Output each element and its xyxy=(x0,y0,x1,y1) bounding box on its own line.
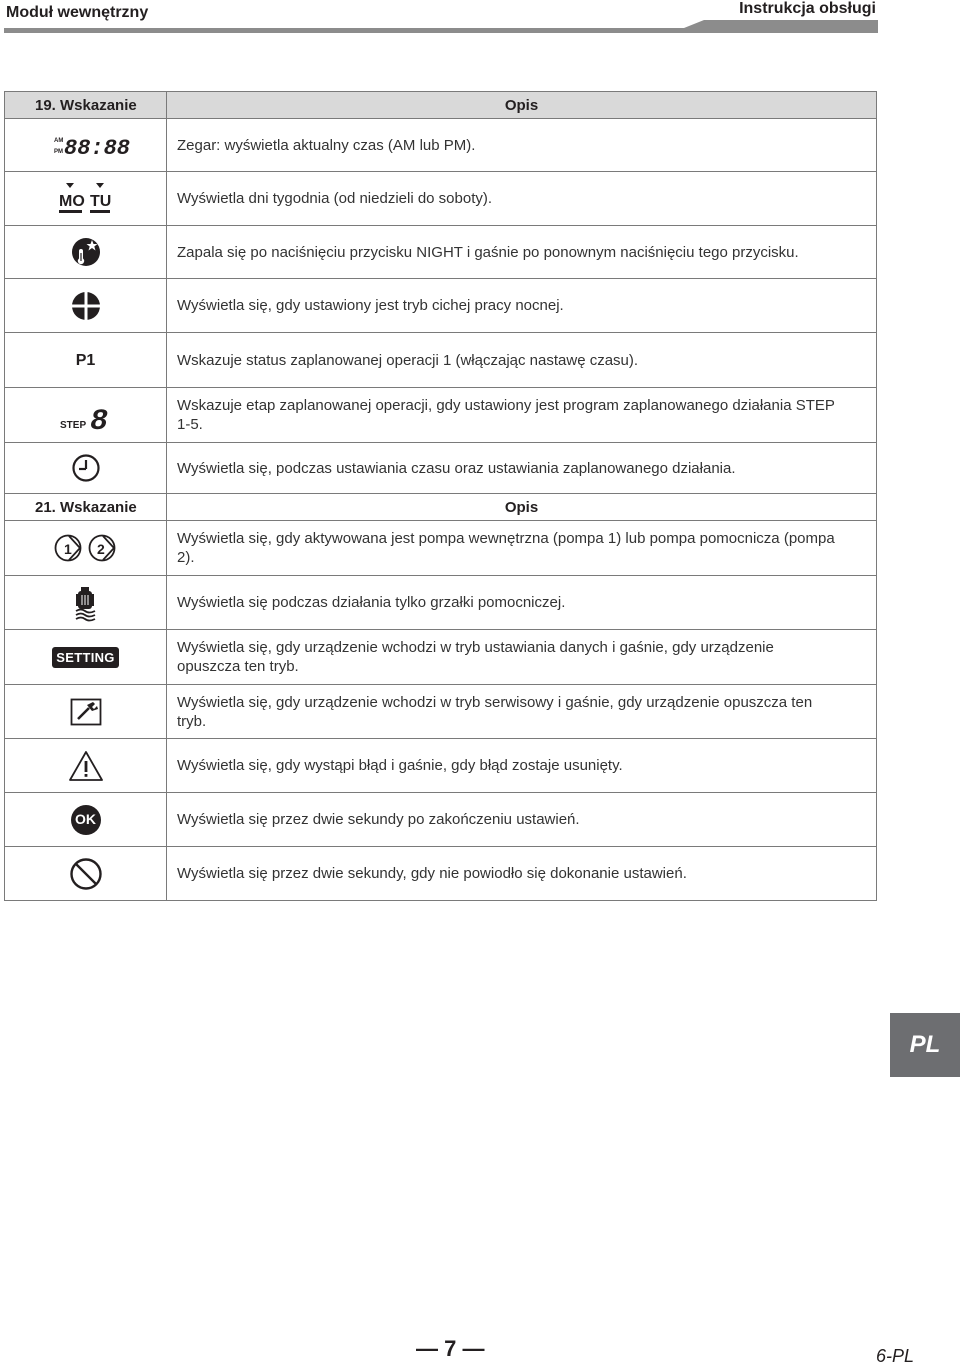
svg-text:STEP: STEP xyxy=(59,420,86,431)
indicator-cell xyxy=(5,333,167,388)
table-row xyxy=(5,521,877,576)
page-number: — 7 — xyxy=(416,1336,485,1361)
table-row xyxy=(5,226,877,279)
weekday-mo-tu-icon xyxy=(56,182,116,216)
step-digit-icon xyxy=(59,400,112,439)
table1-col1-header: 19. Wskazanie xyxy=(5,92,167,119)
row-description: Wyświetla się, gdy urządzenie wchodzi w tryb ustawiania danych i gaśnie, gdy urządzenie opuszcza ten tryb. xyxy=(167,630,877,685)
table-row xyxy=(5,443,877,494)
row-description: Wyświetla się, gdy urządzenie wchodzi w tryb serwisowy i gaśnie, gdy urządzenie opuszcza ten tryb. xyxy=(167,685,877,739)
svg-text:MO: MO xyxy=(58,192,85,210)
svg-text:8: 8 xyxy=(89,405,108,439)
header-rule xyxy=(4,20,878,34)
row-description: Wyświetla się, gdy aktywowana jest pompa wewnętrzna (pompa 1) lub pompa pomocnicza (pompa 2). xyxy=(167,521,877,576)
header-right-title: Instrukcja obsługi xyxy=(739,0,876,17)
indicator-cell xyxy=(5,793,167,847)
table-row xyxy=(5,847,877,901)
table-row xyxy=(5,739,877,793)
page-code: 6-PL xyxy=(876,1346,915,1366)
table-row xyxy=(5,172,877,226)
prohibited-icon xyxy=(69,857,103,891)
table-row xyxy=(5,630,877,685)
setting-badge: SETTING xyxy=(52,647,118,668)
indicator-cell xyxy=(5,443,167,494)
row-description: Wyświetla się przez dwie sekundy, gdy nie powiodło się dokonanie ustawień. xyxy=(167,847,877,901)
clock-icon xyxy=(71,453,101,483)
indicator-cell xyxy=(5,685,167,739)
table1-header-row xyxy=(5,92,877,119)
svg-text:PM: PM xyxy=(53,149,63,155)
clock-am-pm-display-icon xyxy=(53,133,130,161)
svg-text:AM: AM xyxy=(53,138,63,144)
row-description: Wyświetla się przez dwie sekundy po zakończeniu ustawień. xyxy=(167,793,877,847)
row-description: Zapala się po naciśnięciu przycisku NIGHT i gaśnie po ponownym naciśnięciu tego przycisku. xyxy=(167,226,877,279)
ok-badge: OK xyxy=(71,805,101,835)
row-description: Wyświetla się podczas działania tylko grzałki pomocniczej. xyxy=(167,576,877,630)
indicator-cell xyxy=(5,739,167,793)
table1-col2-header: Opis xyxy=(167,92,877,119)
table-row xyxy=(5,793,877,847)
row-description: Wyświetla się, gdy wystąpi błąd i gaśnie, gdy błąd zostaje usunięty. xyxy=(167,739,877,793)
night-mode-icon xyxy=(70,236,102,268)
table-row xyxy=(5,279,877,333)
service-wrench-icon xyxy=(70,698,102,726)
warning-triangle-icon xyxy=(68,750,104,782)
svg-text:2: 2 xyxy=(96,541,105,557)
svg-text:TU: TU xyxy=(89,192,111,210)
table-row xyxy=(5,333,877,388)
row-description: Wskazuje etap zaplanowanej operacji, gdy ustawiony jest program zaplanowanego działania STEP 1-5. xyxy=(167,388,877,443)
table-row xyxy=(5,576,877,630)
svg-text:88:88: 88:88 xyxy=(63,136,130,161)
indicator-cell xyxy=(5,847,167,901)
indicator-cell xyxy=(5,576,167,630)
language-tab: PL xyxy=(890,1013,960,1077)
table2-col1-header: 21. Wskazanie xyxy=(5,494,167,521)
indicator-cell xyxy=(5,226,167,279)
table2-col2-header: Opis xyxy=(167,494,877,521)
indicator-cell xyxy=(5,279,167,333)
indicator-cell xyxy=(5,172,167,226)
table-row xyxy=(5,119,877,172)
indicator-cell xyxy=(5,630,167,685)
row-description: Wskazuje status zaplanowanej operacji 1 (włączając nastawę czasu). xyxy=(167,333,877,388)
row-description: Wyświetla się, gdy ustawiony jest tryb cichej pracy nocnej. xyxy=(167,279,877,333)
pump-1-2-icon xyxy=(53,532,119,564)
header-left-title: Moduł wewnętrzny xyxy=(6,4,149,21)
row-description: Wyświetla dni tygodnia (od niedzieli do soboty). xyxy=(167,172,877,226)
svg-text:1: 1 xyxy=(63,541,72,557)
auxiliary-heater-icon xyxy=(73,586,99,620)
row-description: Wyświetla się, podczas ustawiania czasu oraz ustawiania zaplanowanego działania. xyxy=(167,443,877,494)
indicator-table xyxy=(4,91,877,901)
table-row xyxy=(5,388,877,443)
table-row xyxy=(5,685,877,739)
indicator-cell xyxy=(5,521,167,576)
indicator-cell xyxy=(5,388,167,443)
p1-label: P1 xyxy=(75,351,96,369)
indicator-cell xyxy=(5,119,167,172)
row-description: Zegar: wyświetla aktualny czas (AM lub PM). xyxy=(167,119,877,172)
table2-header-row xyxy=(5,494,877,521)
quiet-mode-icon xyxy=(70,290,102,322)
